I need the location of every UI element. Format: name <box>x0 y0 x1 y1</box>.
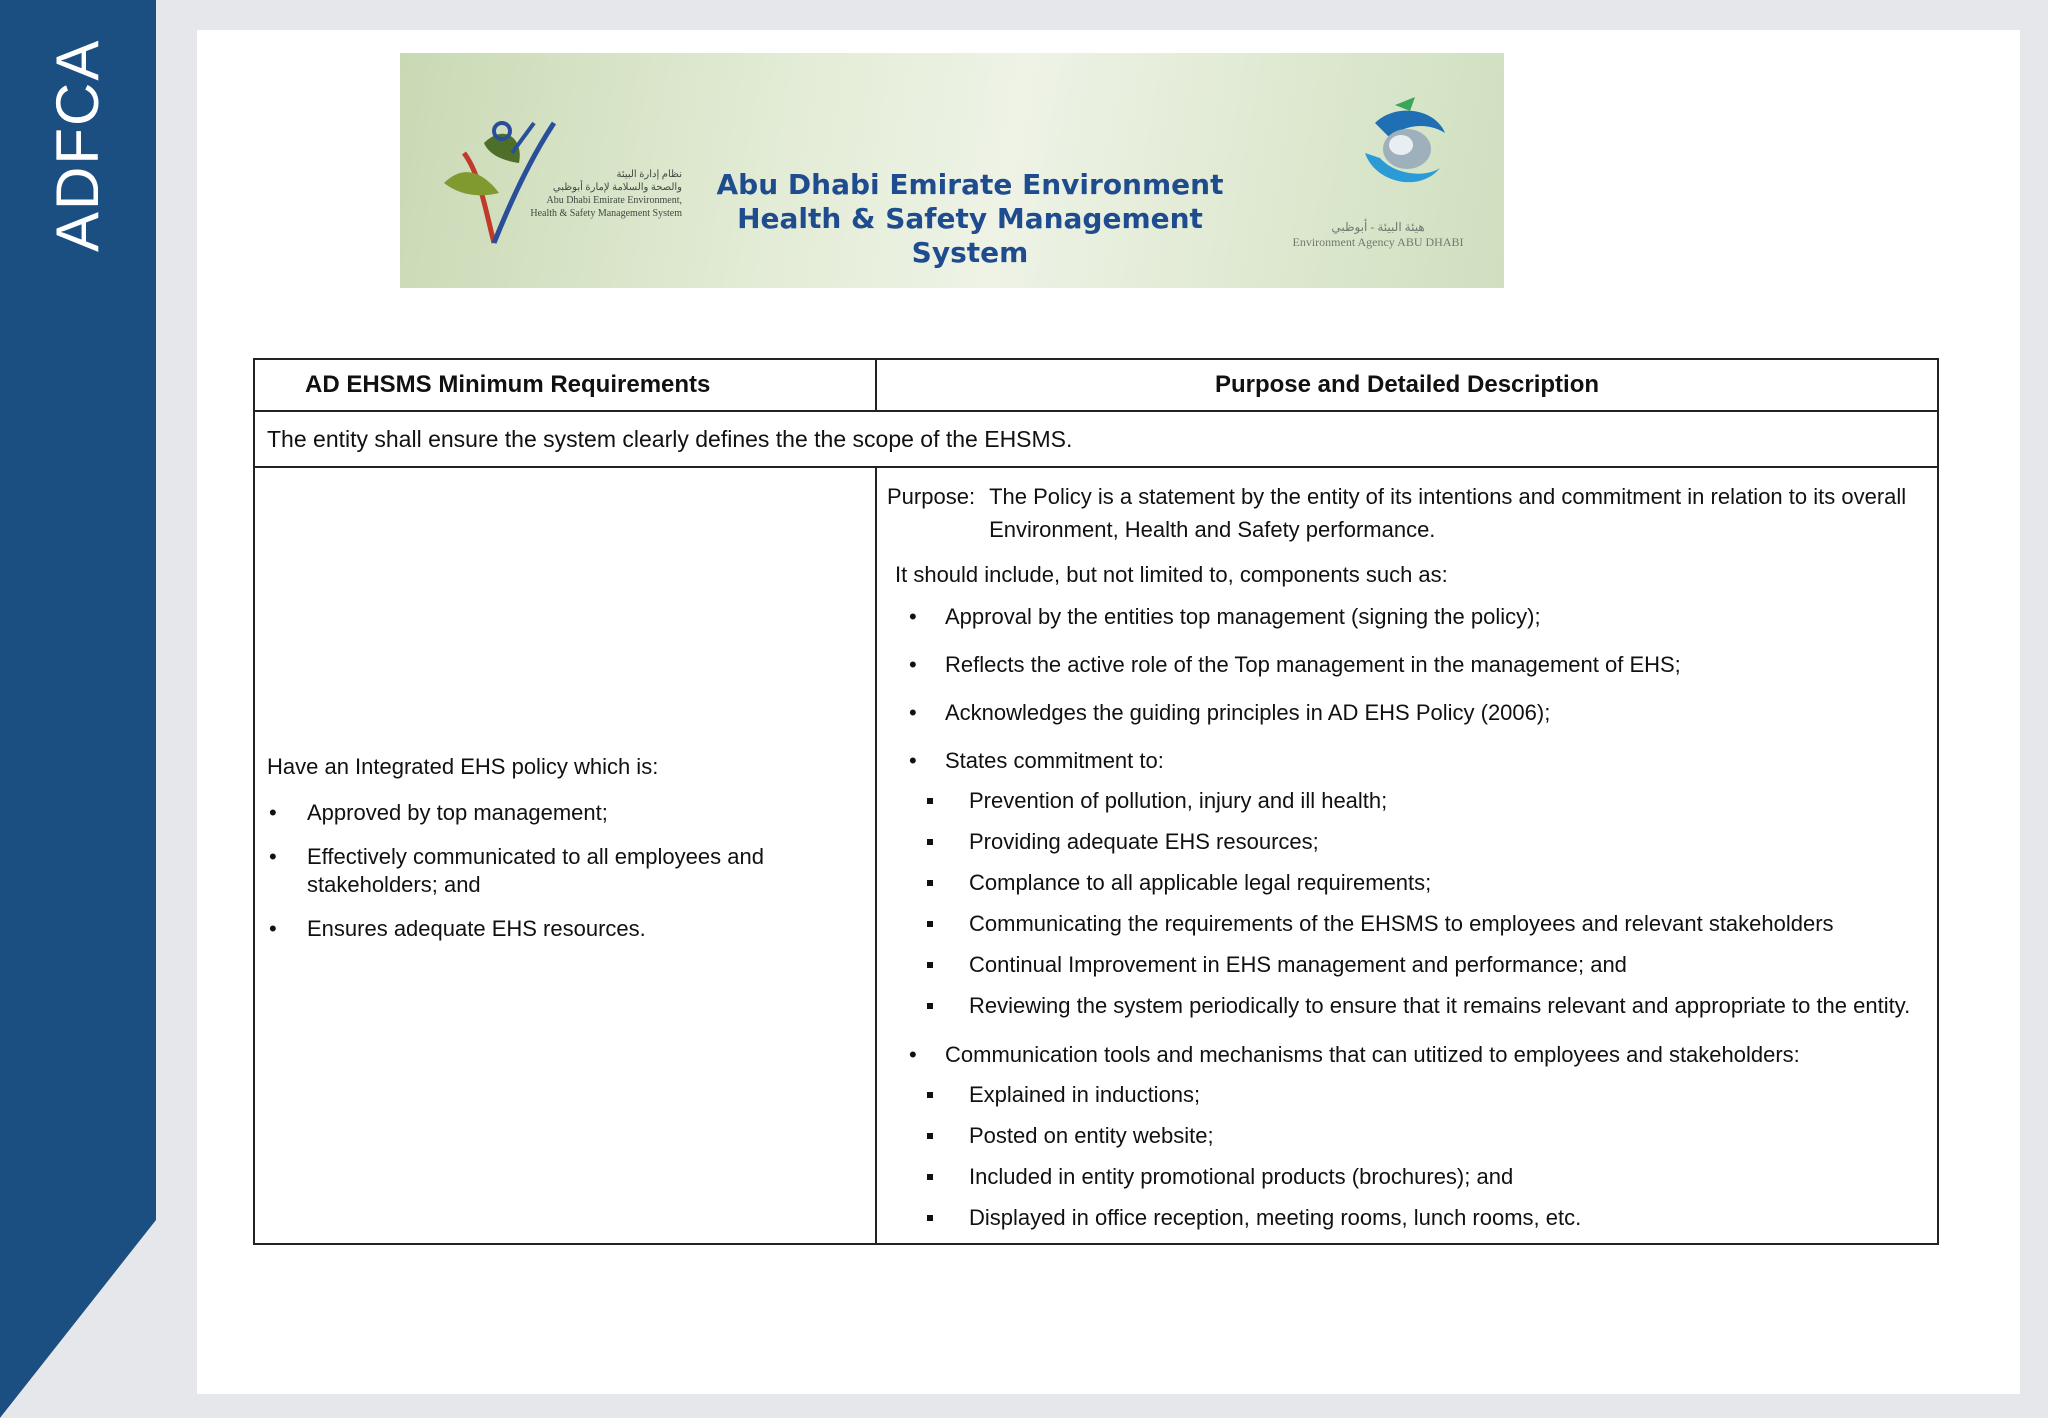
list-item-commitment <box>887 746 1925 1022</box>
policy-requirement-list <box>267 799 863 943</box>
banner-title-line1: Abu Dhabi Emirate Environment <box>716 168 1224 201</box>
communication-label: Communication tools and mechanisms that can utitized to employees and stakeholders: <box>945 1042 1800 1067</box>
policy-description-cell <box>876 467 1938 1244</box>
environment-agency-logo-icon <box>1335 93 1475 203</box>
policy-components-list <box>887 602 1925 1235</box>
adfca-logo-text: ADFCA <box>44 38 111 252</box>
list-item: • Approval by the entities top management (signing the policy); <box>887 602 1925 632</box>
agency-english: Environment Agency ABU DHABI <box>1292 235 1464 249</box>
purpose-label: Purpose: <box>887 484 976 509</box>
list-item: Explained in inductions; <box>911 1078 1925 1112</box>
policy-row <box>254 467 1938 1244</box>
list-item-communication <box>887 1040 1925 1235</box>
ehsms-banner <box>400 53 1504 288</box>
logo-arabic-line2: والصحة والسلامة لإمارة أبوظبي <box>552 182 682 193</box>
banner-title <box>700 168 1240 270</box>
requirements-table <box>253 358 1939 1245</box>
header-minimum-requirements: AD EHSMS Minimum Requirements <box>254 359 876 411</box>
logo-arabic-line1: نظام إدارة البيئة <box>616 169 682 180</box>
logo-english-line2: Health & Safety Management System <box>530 208 682 219</box>
logo-english-line1: Abu Dhabi Emirate Environment, <box>546 195 682 206</box>
side-diagonal-decoration <box>0 1190 196 1418</box>
list-item: • Acknowledges the guiding principles in AD EHS Policy (2006); <box>887 698 1925 728</box>
scope-row <box>254 411 1938 467</box>
list-item: • Reflects the active role of the Top management in the management of EHS; <box>887 650 1925 680</box>
policy-requirement-cell <box>254 467 876 1244</box>
list-item: Complance to all applicable legal requirements; <box>911 866 1925 900</box>
list-item: Prevention of pollution, injury and ill health; <box>911 784 1925 818</box>
communication-tools-list <box>911 1078 1925 1235</box>
list-item: • Effectively communicated to all employees and stakeholders; and <box>267 843 863 899</box>
scope-statement: The entity shall ensure the system clearly defines the the scope of the EHSMS. <box>254 411 1938 467</box>
table-header-row <box>254 359 1938 411</box>
list-item: Continual Improvement in EHS management and performance; and <box>911 948 1925 982</box>
list-item: • Approved by top management; <box>267 799 863 827</box>
list-item: Reviewing the system periodically to ensure that it remains relevant and appropriate to the entity. <box>911 989 1925 1022</box>
commitment-label: States commitment to: <box>945 748 1164 773</box>
list-item: Communicating the requirements of the EHSMS to employees and relevant stakeholders <box>911 907 1925 941</box>
environment-agency-caption <box>1278 220 1478 250</box>
list-item: Displayed in office reception, meeting rooms, lunch rooms, etc. <box>911 1201 1925 1235</box>
agency-arabic: هيئة البيئة - أبوظبي <box>1331 220 1425 234</box>
purpose-text: The Policy is a statement by the entity of its intentions and commitment in relation to its overall Environment, Health and Safety performance. <box>989 484 1907 542</box>
banner-title-line2: Health & Safety Management System <box>737 202 1203 269</box>
commitment-list <box>911 784 1925 1022</box>
list-item: • Ensures adequate EHS resources. <box>267 915 863 943</box>
policy-intro: Have an Integrated EHS policy which is: <box>267 753 659 779</box>
should-include-text: It should include, but not limited to, components such as: <box>895 562 1448 587</box>
slide <box>197 30 2020 1394</box>
purpose-block <box>887 480 1925 546</box>
header-purpose-description: Purpose and Detailed Description <box>876 359 1938 411</box>
list-item: Providing adequate EHS resources; <box>911 825 1925 859</box>
ehsms-logo-caption <box>472 168 682 220</box>
list-item: Included in entity promotional products (brochures); and <box>911 1160 1925 1194</box>
list-item: Posted on entity website; <box>911 1119 1925 1153</box>
